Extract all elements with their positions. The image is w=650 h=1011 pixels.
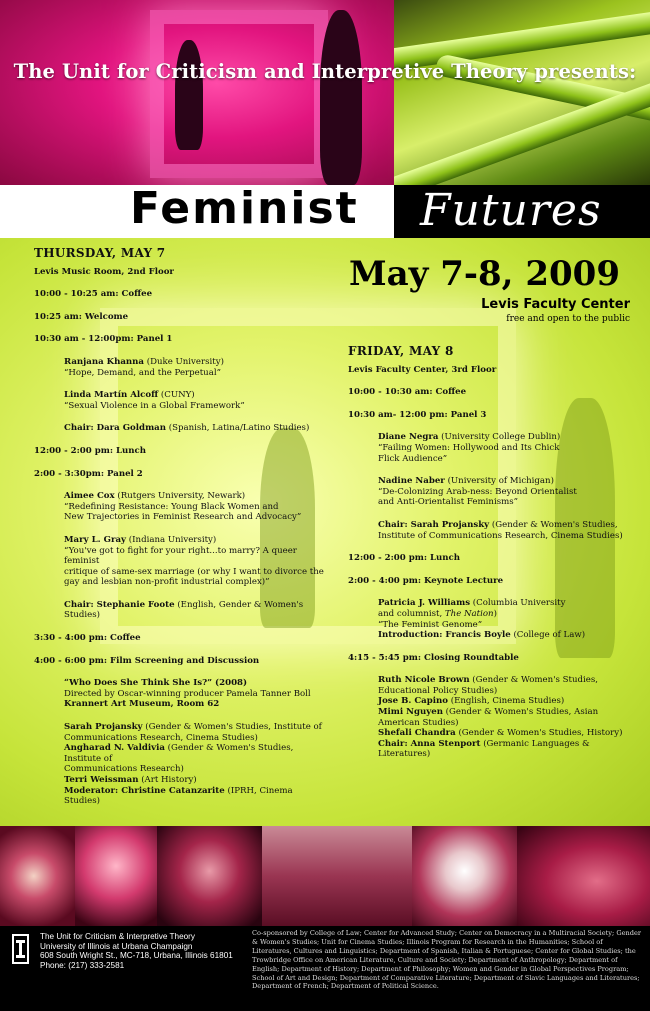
talk-title: “The Feminist Genome” bbox=[378, 619, 483, 630]
time-slot: 10:00 - 10:30 am: Coffee bbox=[348, 387, 467, 398]
time-slot: 10:00 - 10:25 am: Coffee bbox=[34, 289, 153, 300]
keynote-affiliation: ) bbox=[493, 608, 497, 619]
film-location: Krannert Art Museum, Room 62 bbox=[64, 699, 220, 710]
discussants bbox=[64, 722, 324, 807]
chair-affiliation: (Germanic Languages & Literatures) bbox=[378, 738, 590, 760]
title-feminist: Feminist bbox=[130, 183, 359, 234]
organizer-name: The Unit for Criticism & Interpretive Theory bbox=[40, 932, 196, 941]
speaker-affiliation: (Rutgers University, Newark) bbox=[114, 491, 246, 502]
speaker bbox=[64, 535, 324, 588]
talk-title: gay and lesbian non-profit industrial complex)” bbox=[64, 577, 270, 588]
film-director: Directed by Oscar-winning producer Pamela Tanner Boll bbox=[64, 688, 311, 699]
talk-title: critique of same-sex marriage (or why I want to divorce the bbox=[64, 566, 324, 577]
title-futures: Futures bbox=[420, 185, 602, 236]
talk-title: Flick Audience” bbox=[378, 453, 448, 464]
roundtable bbox=[378, 675, 633, 760]
introducer-affiliation: (College of Law) bbox=[510, 630, 586, 641]
panelist-name: Shefali Chandra bbox=[378, 728, 456, 739]
panelist-name: Ruth Nicole Brown bbox=[378, 675, 470, 686]
illinois-logo-icon bbox=[12, 934, 29, 964]
speaker-name: Nadine Naber bbox=[378, 476, 445, 487]
panelist-name: Jose B. Capino bbox=[378, 696, 449, 707]
chair-name: Chair: Dara Goldman bbox=[64, 423, 166, 434]
photo-tile bbox=[157, 826, 262, 926]
photo-tile bbox=[262, 826, 412, 926]
chair-name: Chair: Stephanie Foote bbox=[64, 599, 175, 610]
chair-affiliation: (Gender & Women's Studies, bbox=[489, 519, 618, 530]
talk-title: “Redefining Resistance: Young Black Women and bbox=[64, 501, 279, 512]
speaker-affiliation: (Duke University) bbox=[144, 356, 224, 367]
chair-name: Chair: Sarah Projansky bbox=[378, 519, 490, 530]
discussant-affiliation: Communications Research, Cinema Studies) bbox=[64, 732, 258, 743]
panelist-affiliation: American Studies) bbox=[378, 717, 459, 728]
event-dates: May 7-8, 2009 bbox=[349, 254, 620, 294]
discussant-affiliation: (Gender & Women's Studies, Institute of bbox=[64, 743, 294, 764]
keynote-affiliation: (Columbia University bbox=[470, 598, 566, 609]
talk-title: “De-Colonizing Arab-ness: Beyond Orientalist bbox=[378, 486, 577, 497]
speaker bbox=[64, 357, 324, 378]
moderator-affiliation: (IPRH, Cinema Studies) bbox=[64, 785, 293, 807]
friday-schedule bbox=[348, 346, 633, 772]
time-slot: 10:30 am - 12:00pm: Panel 1 bbox=[34, 334, 173, 345]
panelist-affiliation: (Gender & Women's Studies, History) bbox=[455, 728, 623, 739]
discussant-affiliation: (Art History) bbox=[138, 775, 197, 785]
speaker-name: Diane Negra bbox=[378, 432, 439, 443]
panelist-affiliation: (Gender & Women's Studies, bbox=[469, 675, 599, 686]
speaker-affiliation: (Indiana University) bbox=[126, 534, 217, 545]
speaker bbox=[378, 432, 633, 464]
speaker-affiliation: (University College Dublin) bbox=[438, 432, 561, 443]
talk-title: “Sexual Violence in a Global Framework” bbox=[64, 400, 245, 411]
chair-name: Chair: Anna Stenport bbox=[378, 738, 481, 749]
speaker-affiliation: (CUNY) bbox=[158, 390, 195, 401]
cosponsors: Co-sponsored by College of Law; Center for Advanced Study; Center on Democracy in a Multiracial Society; Gender & Women's Studies; Unit for Cinema Studies; Illinois Program for Research in the Humanities; School of Literatures, Cultures and Linguistics; Department of Spanish, Italian & Portuguese; Center for Global Studies; the Trowbridge Office on American Literature, Culture and Society; Department of Anthropology; Department of English; Department of History; Department of Philosophy; Women and Gender in Global Perspectives Program; School of Art and Design; Department of Comparative Literature; Department of Slavic Languages and Literatures; Department of French; Department of Political Science. bbox=[252, 929, 642, 991]
talk-title: “You've got to fight for your right...to marry? A queer feminist bbox=[64, 545, 297, 567]
panel-chair bbox=[64, 423, 324, 434]
discussant-name: Terri Weissman bbox=[64, 775, 139, 785]
film-info bbox=[64, 678, 324, 710]
time-slot: 12:00 - 2:00 pm: Lunch bbox=[34, 445, 147, 456]
discussant-affiliation: Communications Research) bbox=[64, 764, 184, 775]
location: Levis Music Room, 2nd Floor bbox=[34, 266, 174, 277]
keynote bbox=[378, 598, 633, 640]
moderator-name: Moderator: Christine Catanzarite bbox=[64, 785, 225, 796]
panel-chair bbox=[378, 520, 633, 541]
time-slot: 12:00 - 2:00 pm: Lunch bbox=[348, 553, 461, 564]
panelist-affiliation: (Gender & Women's Studies, Asian bbox=[442, 707, 599, 718]
speaker-name: Linda Martín Alcoff bbox=[64, 390, 159, 401]
location: Levis Faculty Center, 3rd Floor bbox=[348, 364, 497, 375]
hero-photo-green bbox=[394, 0, 650, 185]
time-slot: 10:25 am: Welcome bbox=[34, 311, 129, 322]
chair-affiliation: (Spanish, Latina/Latino Studies) bbox=[165, 423, 310, 434]
talk-title: and Anti-Orientalist Feminisms” bbox=[378, 497, 519, 508]
time-slot: 3:30 - 4:00 pm: Coffee bbox=[34, 633, 141, 644]
speaker-name: Mary L. Gray bbox=[64, 534, 127, 545]
panelist-affiliation: (English, Cinema Studies) bbox=[448, 696, 565, 707]
time-slot: 10:30 am- 12:00 pm: Panel 3 bbox=[348, 409, 487, 420]
film-title: “Who Does She Think She Is?” (2008) bbox=[64, 678, 248, 689]
keynote-affiliation: and columnist, bbox=[378, 608, 445, 619]
silhouette-figure bbox=[320, 10, 362, 185]
speaker bbox=[378, 476, 633, 508]
panelist-name: Mimi Nguyen bbox=[378, 707, 443, 718]
phone-number: Phone: (217) 333-2581 bbox=[40, 960, 125, 970]
street-address: 608 South Wright St., MC-718, Urbana, Illinois 61801 bbox=[40, 951, 233, 961]
photo-tile bbox=[75, 826, 157, 926]
thursday-schedule bbox=[34, 248, 324, 819]
panelist-affiliation: Educational Policy Studies) bbox=[378, 685, 498, 696]
speaker bbox=[64, 491, 324, 523]
time-slot: 2:00 - 4:00 pm: Keynote Lecture bbox=[348, 575, 504, 586]
day-heading: THURSDAY, MAY 7 bbox=[34, 246, 166, 260]
discussant-affiliation: (Gender & Women's Studies, Institute of bbox=[142, 722, 322, 733]
presenter-line: The Unit for Criticism and Interpretive Theory presents: bbox=[13, 60, 637, 83]
speaker bbox=[64, 390, 324, 411]
photo-strip bbox=[0, 826, 650, 926]
hero-photo-magenta bbox=[0, 0, 394, 185]
admission-note: free and open to the public bbox=[506, 314, 630, 324]
talk-title: “Failing Women: Hollywood and Its Chick bbox=[378, 442, 560, 453]
discussant-name: Sarah Projansky bbox=[64, 722, 143, 733]
time-slot: 4:15 - 5:45 pm: Closing Roundtable bbox=[348, 652, 519, 663]
chair-affiliation: Institute of Communications Research, Cinema Studies) bbox=[378, 530, 623, 541]
talk-title: New Trajectories in Feminist Research and Advocacy” bbox=[64, 512, 302, 523]
discussant-name: Angharad N. Valdivia bbox=[64, 743, 165, 754]
photo-tile bbox=[517, 826, 650, 926]
publication-name: The Nation bbox=[444, 608, 494, 619]
photo-tile bbox=[412, 826, 517, 926]
chair-affiliation: (English, Gender & Women's Studies) bbox=[64, 599, 304, 621]
photo-tile bbox=[0, 826, 75, 926]
time-slot: 4:00 - 6:00 pm: Film Screening and Discussion bbox=[34, 655, 260, 666]
speaker-affiliation: (University of Michigan) bbox=[444, 476, 554, 487]
silhouette-figure bbox=[175, 40, 203, 150]
time-slot: 2:00 - 3:30pm: Panel 2 bbox=[34, 468, 143, 479]
panel-chair bbox=[64, 600, 324, 621]
keynote-name: Patricia J. Williams bbox=[378, 598, 471, 609]
event-venue: Levis Faculty Center bbox=[481, 297, 630, 312]
speaker-name: Ranjana Khanna bbox=[64, 356, 144, 367]
introducer-name: Introduction: Francis Boyle bbox=[378, 630, 511, 641]
day-heading: FRIDAY, MAY 8 bbox=[348, 344, 454, 358]
speaker-name: Aimee Cox bbox=[64, 491, 115, 502]
talk-title: “Hope, Demand, and the Perpetual” bbox=[64, 367, 221, 378]
university-name: University of Illinois at Urbana Champaign bbox=[40, 941, 193, 951]
organizer-address bbox=[40, 932, 240, 970]
